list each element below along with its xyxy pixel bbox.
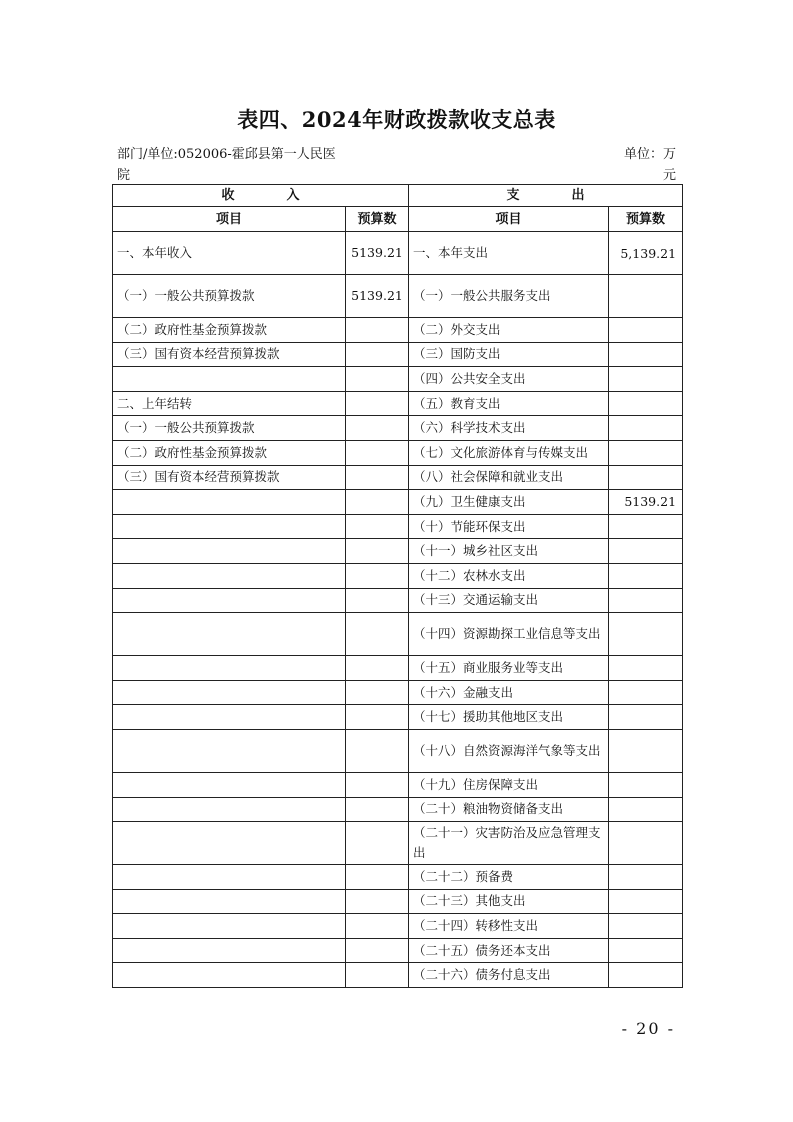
- table-row: [113, 680, 683, 705]
- expense-item-cell: （一）一般公共服务支出: [409, 275, 609, 318]
- table-row: [113, 588, 683, 613]
- budget-table: [112, 184, 683, 988]
- income-budget-header: 预算数: [346, 207, 409, 232]
- table-row: [113, 342, 683, 367]
- expense-item-cell: （十五）商业服务业等支出: [409, 656, 609, 681]
- income-item-cell: [113, 588, 346, 613]
- table-row: [113, 865, 683, 890]
- table-row: [113, 318, 683, 343]
- expense-header: 支 出: [409, 185, 683, 207]
- income-item-header: 项目: [113, 207, 346, 232]
- income-budget-cell: [346, 772, 409, 797]
- income-budget-cell: [346, 613, 409, 656]
- table-row: [113, 232, 683, 275]
- page-title: 表四、2024年财政拨款收支总表: [237, 107, 556, 132]
- income-item-cell: [113, 656, 346, 681]
- income-item-cell: （三）国有资本经营预算拨款: [113, 342, 346, 367]
- expense-item-cell: （二十四）转移性支出: [409, 914, 609, 939]
- income-budget-cell: 5139.21: [346, 232, 409, 275]
- income-item-cell: [113, 914, 346, 939]
- income-budget-cell: [346, 514, 409, 539]
- income-item-cell: [113, 490, 346, 515]
- currency-unit: 单位：万元: [623, 147, 676, 183]
- expense-item-cell: （二十六）债务付息支出: [409, 963, 609, 988]
- expense-budget-cell: [609, 539, 683, 564]
- expense-item-cell: （十九）住房保障支出: [409, 772, 609, 797]
- income-budget-cell: [346, 938, 409, 963]
- income-budget-cell: [346, 391, 409, 416]
- income-budget-cell: [346, 889, 409, 914]
- income-budget-cell: [346, 490, 409, 515]
- income-item-cell: [113, 563, 346, 588]
- income-item-cell: [113, 680, 346, 705]
- expense-budget-cell: 5139.21: [609, 490, 683, 515]
- expense-item-cell: （十一）城乡社区支出: [409, 539, 609, 564]
- table-row: [113, 490, 683, 515]
- income-budget-cell: [346, 539, 409, 564]
- expense-budget-cell: [609, 914, 683, 939]
- expense-item-cell: （十六）金融支出: [409, 680, 609, 705]
- expense-budget-cell: [609, 656, 683, 681]
- expense-budget-cell: [609, 275, 683, 318]
- expense-budget-cell: [609, 729, 683, 772]
- table-row: [113, 539, 683, 564]
- expense-item-cell: （八）社会保障和就业支出: [409, 465, 609, 490]
- table-row: [113, 563, 683, 588]
- income-item-cell: （二）政府性基金预算拨款: [113, 440, 346, 465]
- income-budget-cell: [346, 963, 409, 988]
- expense-budget-cell: [609, 440, 683, 465]
- expense-item-cell: （二十三）其他支出: [409, 889, 609, 914]
- income-budget-cell: [346, 729, 409, 772]
- expense-budget-cell: [609, 563, 683, 588]
- expense-budget-cell: [609, 613, 683, 656]
- table-row: [113, 729, 683, 772]
- table-row: [113, 797, 683, 822]
- income-item-cell: [113, 772, 346, 797]
- income-item-cell: [113, 938, 346, 963]
- expense-item-cell: （二十二）预备费: [409, 865, 609, 890]
- table-row: [113, 440, 683, 465]
- income-item-cell: [113, 514, 346, 539]
- expense-item-cell: （二十）粮油物资储备支出: [409, 797, 609, 822]
- income-budget-cell: [346, 656, 409, 681]
- expense-item-cell: （六）科学技术支出: [409, 416, 609, 441]
- expense-budget-cell: [609, 797, 683, 822]
- income-item-cell: [113, 539, 346, 564]
- income-item-cell: 一、本年收入: [113, 232, 346, 275]
- income-budget-cell: [346, 797, 409, 822]
- expense-item-cell: （九）卫生健康支出: [409, 490, 609, 515]
- expense-item-cell: （七）文化旅游体育与传媒支出: [409, 440, 609, 465]
- expense-budget-cell: [609, 938, 683, 963]
- expense-item-cell: （二）外交支出: [409, 318, 609, 343]
- income-item-cell: （一）一般公共预算拨款: [113, 275, 346, 318]
- table-row: [113, 938, 683, 963]
- income-budget-cell: [346, 588, 409, 613]
- income-budget-cell: 5139.21: [346, 275, 409, 318]
- expense-item-header: 项目: [409, 207, 609, 232]
- expense-item-cell: （十）节能环保支出: [409, 514, 609, 539]
- expense-budget-cell: [609, 465, 683, 490]
- income-budget-cell: [346, 680, 409, 705]
- expense-budget-cell: [609, 416, 683, 441]
- table-row: [113, 772, 683, 797]
- expense-item-cell: （二十一）灾害防治及应急管理支出: [409, 822, 609, 865]
- expense-budget-cell: [609, 705, 683, 730]
- expense-budget-cell: [609, 342, 683, 367]
- expense-budget-cell: 5,139.21: [609, 232, 683, 275]
- header-row-columns: [113, 207, 683, 232]
- income-budget-cell: [346, 914, 409, 939]
- table-row: [113, 391, 683, 416]
- income-budget-cell: [346, 865, 409, 890]
- expense-item-cell: （十八）自然资源海洋气象等支出: [409, 729, 609, 772]
- income-item-cell: [113, 367, 346, 392]
- department-unit: 部门/单位:052006-霍邱县第一人民医院: [117, 147, 336, 183]
- income-item-cell: [113, 889, 346, 914]
- header-row-sections: [113, 185, 683, 207]
- table-row: [113, 656, 683, 681]
- expense-budget-cell: [609, 514, 683, 539]
- income-budget-cell: [346, 705, 409, 730]
- table-row: [113, 705, 683, 730]
- income-header: 收 入: [113, 185, 409, 207]
- income-item-cell: [113, 729, 346, 772]
- expense-item-cell: （十二）农林水支出: [409, 563, 609, 588]
- income-budget-cell: [346, 416, 409, 441]
- income-budget-cell: [346, 318, 409, 343]
- income-item-cell: （一）一般公共预算拨款: [113, 416, 346, 441]
- table-row: [113, 514, 683, 539]
- income-item-cell: （二）政府性基金预算拨款: [113, 318, 346, 343]
- expense-budget-cell: [609, 889, 683, 914]
- expense-budget-cell: [609, 391, 683, 416]
- table-row: [113, 416, 683, 441]
- income-item-cell: [113, 865, 346, 890]
- page-number: - 20 -: [621, 1019, 675, 1038]
- table-row: [113, 613, 683, 656]
- expense-budget-header: 预算数: [609, 207, 683, 232]
- income-item-cell: 二、上年结转: [113, 391, 346, 416]
- income-budget-cell: [346, 563, 409, 588]
- income-item-cell: [113, 797, 346, 822]
- expense-budget-cell: [609, 367, 683, 392]
- expense-item-cell: （三）国防支出: [409, 342, 609, 367]
- expense-item-cell: 一、本年支出: [409, 232, 609, 275]
- income-budget-cell: [346, 822, 409, 865]
- income-budget-cell: [346, 367, 409, 392]
- table-row: [113, 275, 683, 318]
- income-item-cell: [113, 963, 346, 988]
- table-row: [113, 889, 683, 914]
- income-item-cell: （三）国有资本经营预算拨款: [113, 465, 346, 490]
- expense-budget-cell: [609, 865, 683, 890]
- expense-budget-cell: [609, 318, 683, 343]
- expense-budget-cell: [609, 772, 683, 797]
- table-row: [113, 963, 683, 988]
- income-budget-cell: [346, 465, 409, 490]
- expense-budget-cell: [609, 588, 683, 613]
- table-row: [113, 465, 683, 490]
- table-body: [113, 232, 683, 988]
- income-item-cell: [113, 705, 346, 730]
- expense-item-cell: （二十五）债务还本支出: [409, 938, 609, 963]
- income-item-cell: [113, 613, 346, 656]
- expense-item-cell: （十四）资源勘探工业信息等支出: [409, 613, 609, 656]
- table-row: [113, 914, 683, 939]
- income-item-cell: [113, 822, 346, 865]
- income-budget-cell: [346, 440, 409, 465]
- table-row: [113, 367, 683, 392]
- expense-item-cell: （五）教育支出: [409, 391, 609, 416]
- table-row: [113, 822, 683, 865]
- expense-budget-cell: [609, 680, 683, 705]
- expense-budget-cell: [609, 963, 683, 988]
- expense-item-cell: （四）公共安全支出: [409, 367, 609, 392]
- expense-budget-cell: [609, 822, 683, 865]
- expense-item-cell: （十七）援助其他地区支出: [409, 705, 609, 730]
- expense-item-cell: （十三）交通运输支出: [409, 588, 609, 613]
- income-budget-cell: [346, 342, 409, 367]
